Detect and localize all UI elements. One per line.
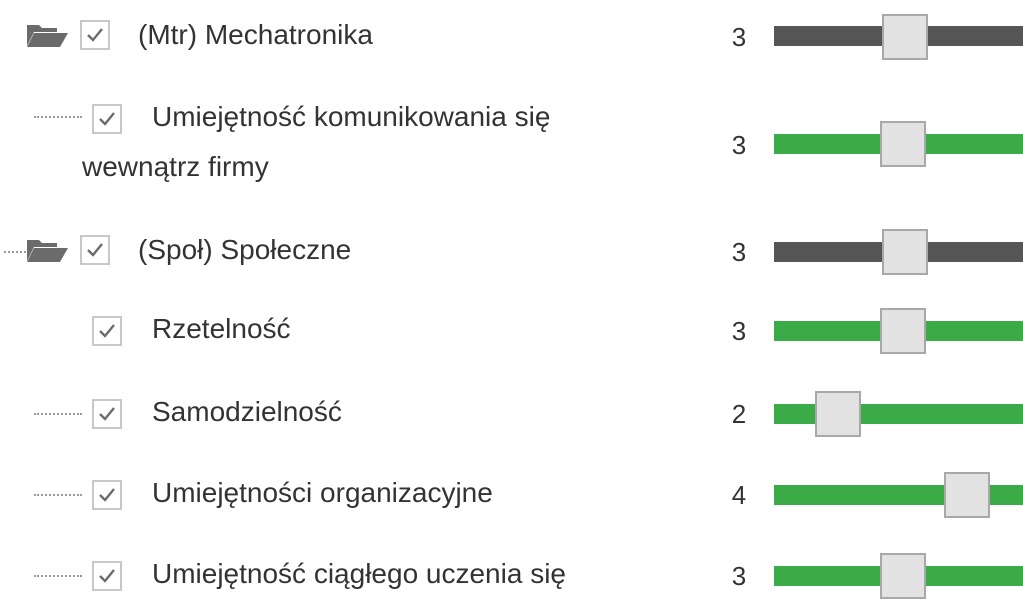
folder-open-icon[interactable] — [26, 22, 70, 48]
tree-connector — [34, 494, 82, 496]
tree-row-label: (Mtr) Mechatronika — [138, 19, 373, 50]
checkbox-rzetelnosc[interactable] — [92, 316, 122, 346]
slider-value: 3 — [731, 561, 747, 591]
tree-connector — [34, 575, 82, 577]
slider-value: 3 — [731, 22, 747, 52]
tree-row-label: Umiejętność komunikowania się — [152, 101, 551, 132]
checkbox-mechatronika[interactable] — [80, 20, 110, 50]
checkbox-organizacyjne[interactable] — [92, 480, 122, 510]
slider-handle[interactable] — [880, 553, 926, 599]
tree-row-uczenie-sie — [0, 551, 1023, 591]
slider-value: 3 — [731, 237, 747, 267]
slider-handle[interactable] — [815, 391, 861, 437]
slider-handle[interactable] — [880, 121, 926, 167]
slider-handle[interactable] — [882, 229, 928, 275]
checkbox-uczenie-sie[interactable] — [92, 561, 122, 591]
tree-row-spoleczne — [0, 227, 1023, 273]
slider-value: 4 — [731, 480, 747, 510]
tree-row-label: Umiejętności organizacyjne — [152, 477, 493, 508]
tree-connector — [34, 413, 82, 415]
folder-open-icon[interactable] — [26, 237, 70, 263]
tree-row-label: (Społ) Społeczne — [138, 234, 352, 265]
tree-row-label-continued: wewnątrz firmy — [82, 151, 269, 182]
tree-connector — [4, 251, 26, 253]
tree-row-label: Rzetelność — [152, 313, 291, 344]
slider-handle[interactable] — [882, 14, 928, 60]
tree-row-organizacyjne — [0, 470, 1023, 520]
checkbox-samodzielnosc[interactable] — [92, 399, 122, 429]
tree-row-label: Umiejętność ciągłego uczenia się — [152, 558, 566, 589]
slider-track[interactable] — [774, 404, 1023, 424]
tree-row-komunikowanie — [0, 92, 1023, 192]
slider-value: 3 — [731, 316, 747, 346]
tree-row-label: Samodzielność — [152, 396, 342, 427]
slider-handle[interactable] — [880, 308, 926, 354]
tree-connector — [34, 116, 82, 118]
checkbox-komunikowanie[interactable] — [92, 104, 122, 134]
checkbox-spoleczne[interactable] — [80, 235, 110, 265]
slider-value: 3 — [731, 130, 747, 160]
tree-row-mechatronika — [0, 12, 1023, 58]
slider-handle[interactable] — [944, 472, 990, 518]
tree-row-samodzielnosc — [0, 389, 1023, 439]
slider-value: 2 — [731, 399, 747, 429]
tree-row-rzetelnosc — [0, 306, 1023, 356]
